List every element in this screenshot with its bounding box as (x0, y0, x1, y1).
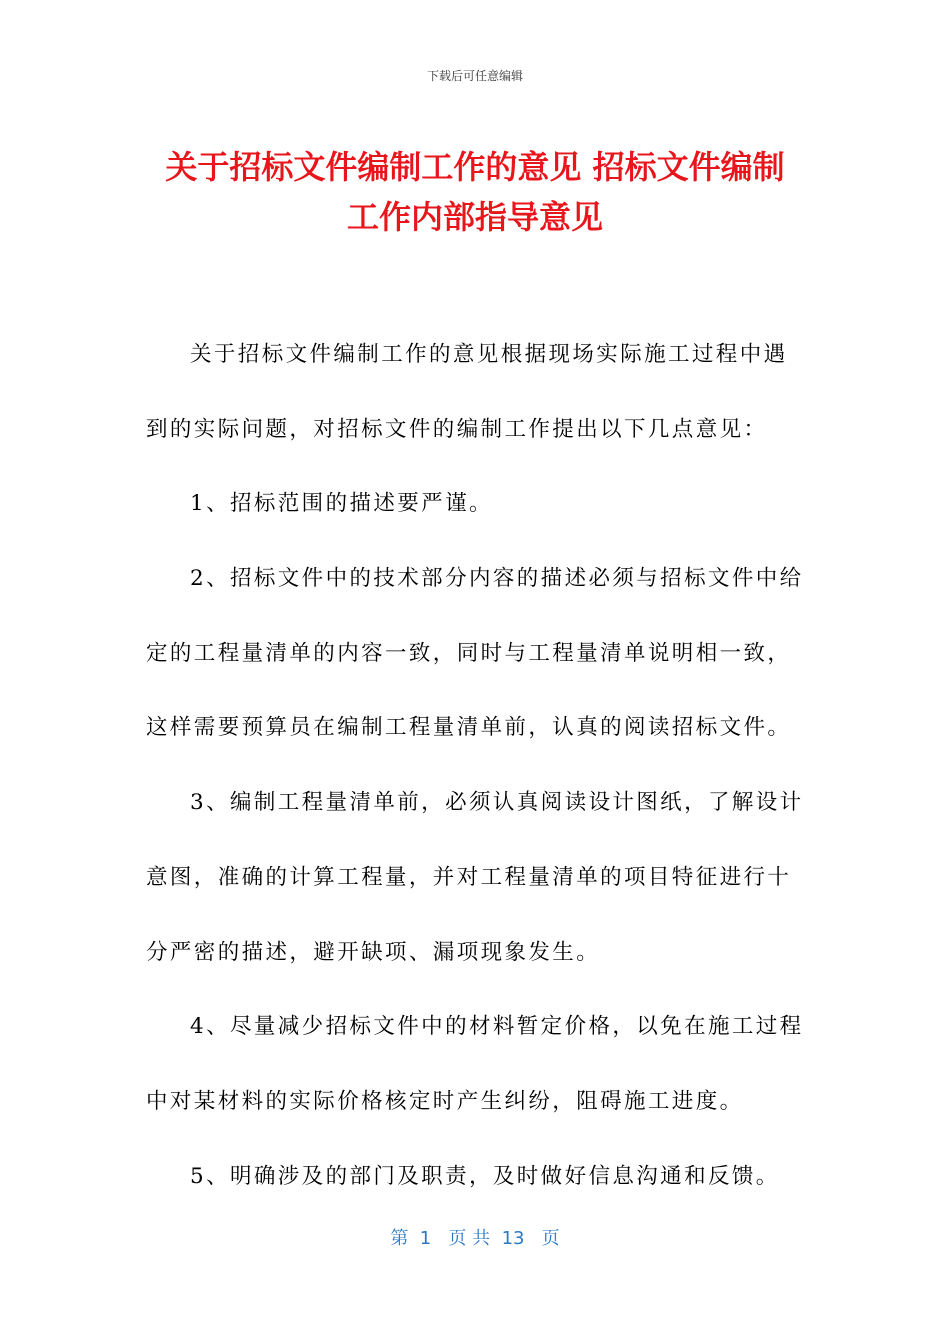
item-2-line-2: 定的工程量清单的内容一致，同时与工程量清单说明相一致， (146, 640, 792, 666)
item-3-line-3: 分严密的描述，避开缺项、漏项现象发生。 (146, 939, 601, 965)
document-body (146, 318, 806, 1214)
title-line-2: 工作内部指导意见 (346, 198, 603, 236)
item-4-line-1: 4、尽量减少招标文件中的材料暂定价格，以免在施工过程 (190, 1014, 804, 1040)
item-1: 1、招标范围的描述要严谨。 (190, 491, 493, 517)
paragraph-intro-line-1: 关于招标文件编制工作的意见根据现场实际施工过程中遇 (190, 342, 788, 367)
item-3-line-1: 3、编制工程量清单前，必须认真阅读设计图纸，了解设计 (190, 790, 804, 816)
item-5: 5、明确涉及的部门及职责，及时做好信息沟通和反馈。 (190, 1163, 780, 1189)
page-number-footer: 第 1 页 共 13 页 (390, 1228, 560, 1249)
document-title (140, 142, 810, 242)
item-2-line-1: 2、招标文件中的技术部分内容的描述必须与招标文件中给 (190, 566, 804, 592)
item-2-line-3: 这样需要预算员在编制工程量清单前，认真的阅读招标文件。 (146, 715, 792, 741)
title-line-1: 关于招标文件编制工作的意见 招标文件编制 (165, 148, 785, 186)
item-3-line-2: 意图，准确的计算工程量，并对工程量清单的项目特征进行十 (146, 864, 792, 890)
header-note: 下载后可任意编辑 (426, 69, 523, 83)
item-4-line-2: 中对某材料的实际价格核定时产生纠纷，阻碍施工进度。 (146, 1088, 744, 1114)
paragraph-intro-line-2: 到的实际问题，对招标文件的编制工作提出以下几点意见： (146, 416, 768, 442)
